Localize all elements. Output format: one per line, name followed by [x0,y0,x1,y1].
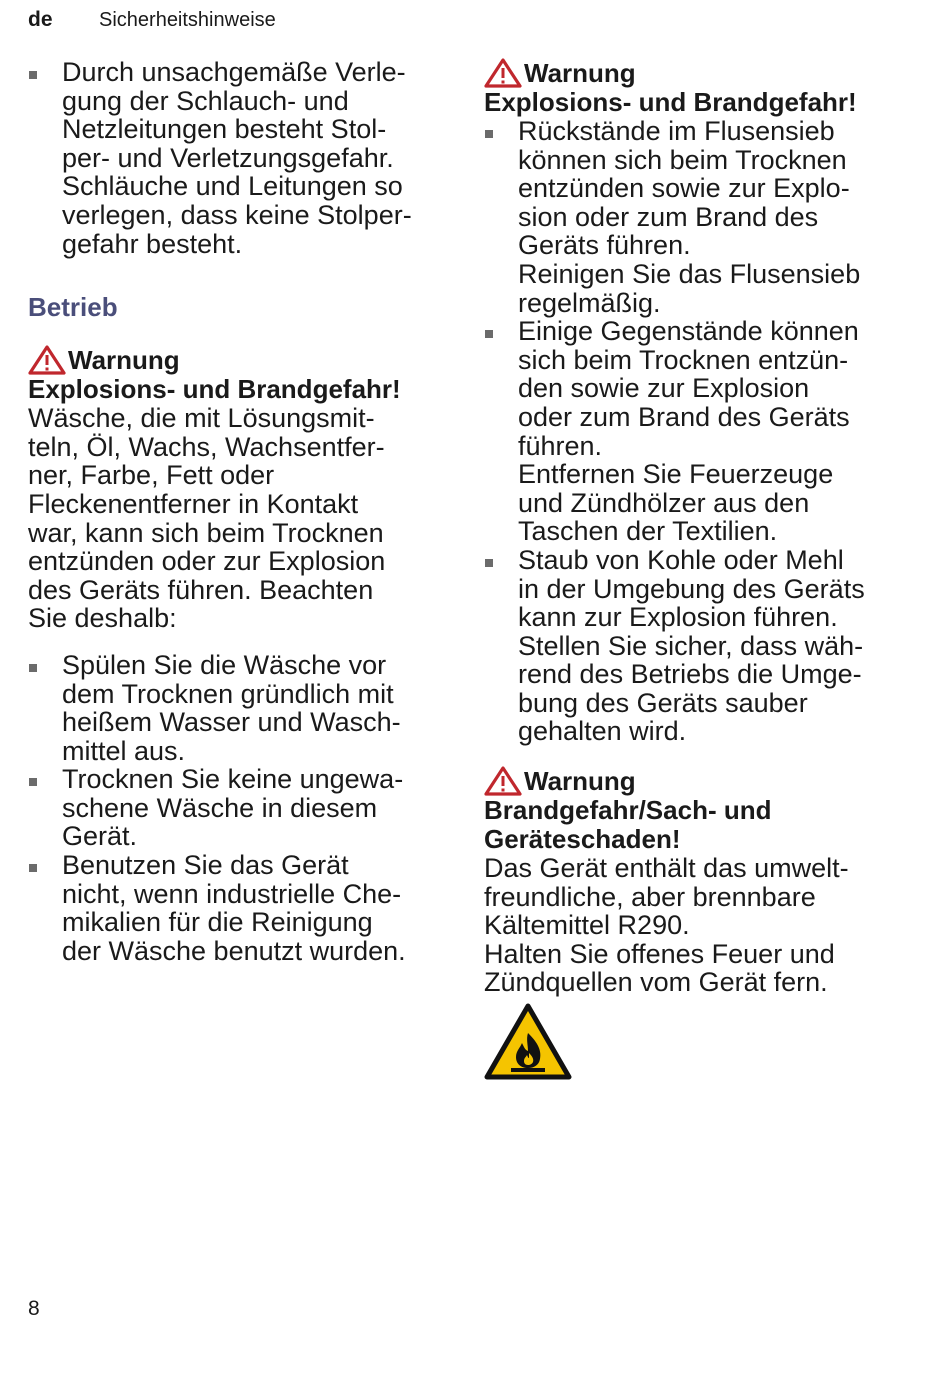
square-bullet-icon [485,559,493,567]
warning-title: Brandgefahr/Sach- und Geräteschaden! [484,795,772,855]
list-item [484,117,924,317]
warning-title: Explosions- und Brandgefahr! [28,374,401,405]
right-column [484,58,924,1086]
header-section-title: Sicherheitshinweise [99,9,276,31]
warning-heading [484,58,924,88]
list-item-text: Spülen Sie die Wäsche vor dem Trocknen gründlich mit heißem Wasser und Wasch- mittel aus. [62,649,401,766]
list-item-text: Rückstände im Flusensieb können sich beim Trocknen entzünden sowie zur Explo- sion oder zum Brand des Geräts führen. Reinigen Sie das Flusensieb regelmäßig. [518,116,861,318]
square-bullet-icon [485,330,493,338]
warning-label: Warnung [524,58,636,88]
warning-paragraph: Wäsche, die mit Lösungsmit- teln, Öl, Wachs, Wachsentfer- ner, Farbe, Fett oder Fleckenentferner in Kontakt war, kann sich beim Trocknen entzünden oder zur Explosion des Geräts führen. Beachten Sie deshalb: [28,403,386,634]
header-language: de [28,8,53,31]
flammable-warning-icon [484,1003,572,1081]
square-bullet-icon [29,664,37,672]
list-item-text: Einige Gegenstände können sich beim Trocknen entzün- den sowie zur Explosion oder zum Brand des Geräts führen. Entfernen Sie Feuerzeuge und Zündhölzer aus den Taschen der Textilien. [518,316,859,547]
section-title: Betrieb [28,292,118,323]
precaution-list [28,651,453,966]
intro-bullet-text: Durch unsachgemäße Verle- gung der Schlauch- und Netzleitungen besteht Stol- per- und Verletzungsgefahr. Schläuche und Leitungen so verlegen, dass keine Stolper- gefahr besteht. [62,57,412,259]
list-item-text: Staub von Kohle oder Mehl in der Umgebung des Geräts kann zur Explosion führen. Stellen Sie sicher, dass wäh- rend des Betriebs die Umge- bung des Geräts sauber gehalten wird. [518,544,865,747]
square-bullet-icon [29,864,37,872]
warning-triangle-icon [484,58,522,88]
square-bullet-icon [485,130,493,138]
list-item [484,546,924,746]
square-bullet-icon [29,71,37,79]
list-item [28,58,453,258]
list-item [28,765,453,851]
intro-list [28,58,453,258]
warning-paragraph: Das Gerät enthält das umwelt- freundliche, aber brennbare Kältemittel R290. Halten Sie offenes Feuer und Zündquellen vom Gerät fern. [484,853,849,998]
warning-label: Warnung [68,345,180,376]
list-item [484,317,924,546]
list-item [28,851,453,965]
warning-triangle-icon [484,766,522,796]
warning-title: Explosions- und Brandgefahr! [484,87,857,117]
list-item [28,651,453,765]
list-item-text: Benutzen Sie das Gerät nicht, wenn industrielle Che- mikalien für die Reinigung der Wäsche benutzt wurden. [62,850,406,966]
page-number: 8 [28,1297,40,1320]
residue-list [484,117,924,746]
warning-heading [484,766,924,796]
warning-triangle-icon [28,345,66,375]
left-column [28,58,453,965]
warning-label: Warnung [524,766,636,797]
warning-heading [28,345,453,375]
list-item-text: Trocknen Sie keine ungewa- schene Wäsche in diesem Gerät. [62,764,404,852]
square-bullet-icon [29,778,37,786]
